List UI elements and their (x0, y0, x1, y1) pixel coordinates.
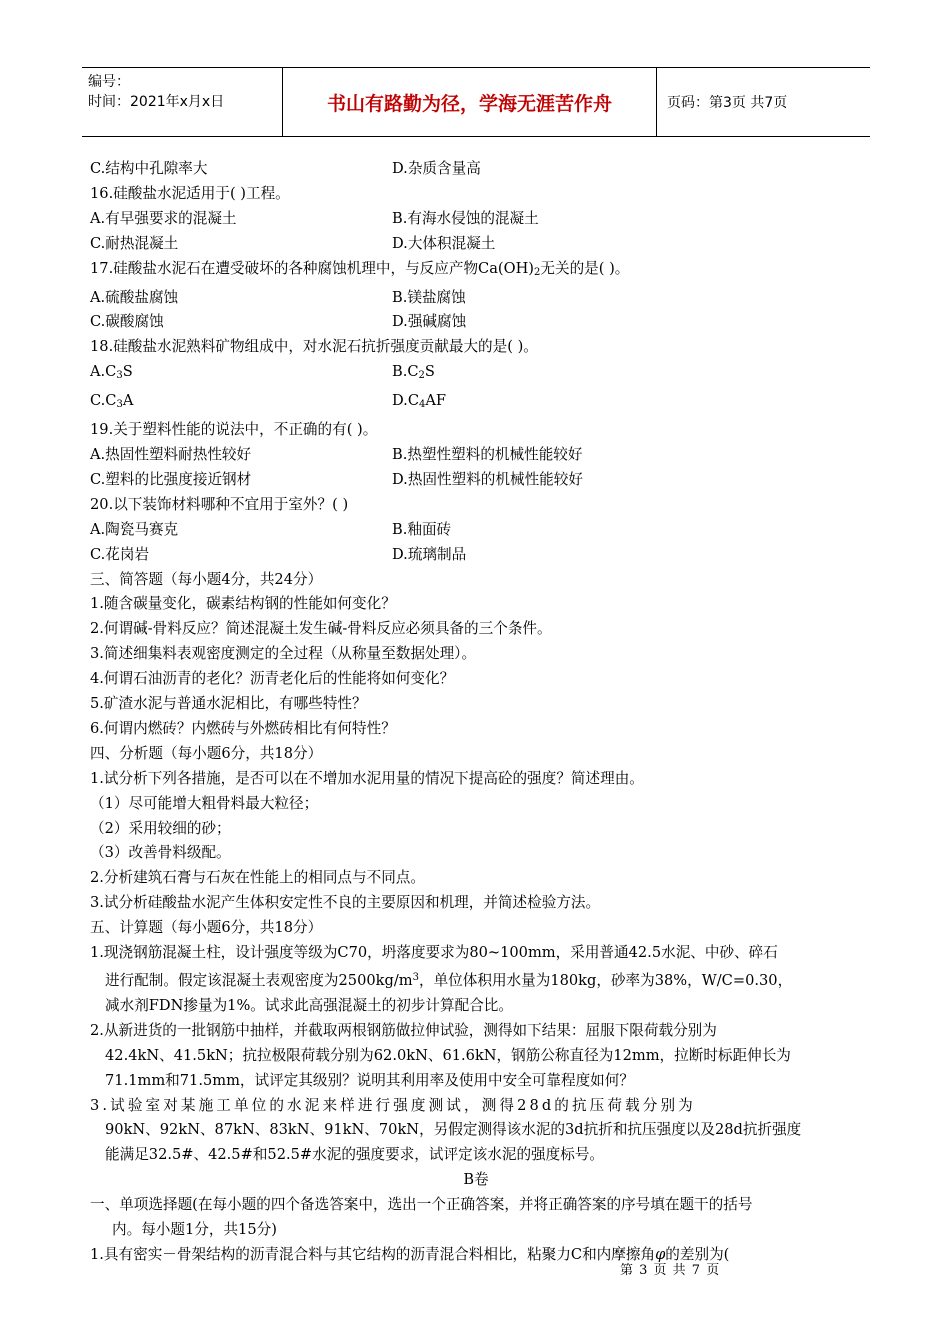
section4-item: 3.试分析硅酸盐水泥产生体积安定性不良的主要原因和机理，并简述检验方法。 (90, 894, 601, 912)
number-label: 编号： (88, 74, 130, 90)
q16-stem: 16.硅酸盐水泥适用于( )工程。 (90, 184, 290, 202)
q18-a-sub: 3 (116, 370, 123, 382)
section4-item: （2）采用较细的砂； (90, 819, 231, 837)
volume-b-title: B卷 (463, 1171, 489, 1189)
section5-title: 五、计算题（每小题6分，共18分） (90, 919, 323, 937)
q17-stem-text: 17.硅酸盐水泥石在遭受破坏的各种腐蚀机理中，与反应产物Ca(OH) (90, 259, 534, 277)
section3-item: 4.何谓石油沥青的老化？沥青老化后的性能将如何变化？ (90, 670, 455, 688)
q16-option-c: C.耐热混凝土 (90, 234, 179, 252)
calc-q1-line3: 减水剂FDN掺量为1%。试求此高强混凝土的初步计算配合比。 (105, 996, 514, 1014)
q20-option-b: B.釉面砖 (392, 520, 452, 538)
phi-symbol: φ (655, 1245, 666, 1263)
q19-options-cd (90, 468, 862, 493)
calc-q3-line1: 3.试验室对某施工单位的水泥来样进行强度测试，测得28d的抗压荷载分别为 (90, 1096, 696, 1114)
q19-option-b: B.热塑性塑料的机械性能较好 (392, 445, 583, 463)
q20-options-ab (90, 518, 862, 543)
section4-item: （3）改善骨料级配。 (90, 844, 231, 862)
page-footer: 第 3 页 共 7 页 (620, 1263, 721, 1278)
q19-options-ab (90, 443, 862, 468)
calc-q2-line1: 2.从新进货的一批钢筋中抽样，并截取两根钢筋做拉伸试验，测得如下结果：屈服下限荷载分别为 (90, 1021, 717, 1039)
q17-option-a: A.硫酸盐腐蚀 (90, 288, 179, 306)
calc-q2-line3: 71.1mm和71.5mm，试评定其级别？说明其利用率及使用中安全可靠程度如何？ (105, 1071, 634, 1089)
document-body (90, 157, 862, 1268)
q17-option-d: D.强碱腐蚀 (392, 313, 467, 331)
section4-item: 1.试分析下列各措施，是否可以在不增加水泥用量的情况下提高砼的强度？简述理由。 (90, 769, 644, 787)
q20-stem: 20.以下装饰材料哪种不宜用于室外？( ) (90, 495, 349, 513)
q19-option-a: A.热固性塑料耐热性较好 (90, 445, 252, 463)
q15-option-d: D.杂质含量高 (392, 160, 481, 177)
date-label: 时间：2021年x月x日 (88, 94, 225, 110)
q19-option-c: C.塑料的比强度接近钢材 (90, 470, 252, 488)
q17-option-b: B.镁盐腐蚀 (392, 288, 466, 306)
q19-option-d: D.热固性塑料的机械性能较好 (392, 470, 583, 488)
q15-options-cd (90, 157, 862, 182)
q17-stem (90, 257, 862, 286)
calc-q1-line2-text: 进行配制。假定该混凝土表观密度为2500kg/m (105, 972, 413, 989)
q18-options-cd (90, 389, 862, 418)
q18-c-tail: A (122, 392, 134, 410)
q19-stem: 19.关于塑料性能的说法中，不正确的有( )。 (90, 421, 378, 439)
q20-option-d: D.琉璃制品 (392, 545, 467, 563)
q18-options-ab (90, 360, 862, 389)
q17-stem-tail: 无关的是( )。 (540, 259, 630, 277)
section3-title: 三、简答题（每小题4分，共24分） (90, 570, 323, 588)
section3-item: 1.随含碳量变化，碳素结构钢的性能如何变化？ (90, 595, 396, 613)
q16-options-cd (90, 232, 862, 257)
q18-c-text: C.C (90, 392, 117, 410)
q20-option-c: C.花岗岩 (90, 545, 150, 563)
volume-b-section1-line2: 内。每小题1分，共15分) (112, 1221, 277, 1239)
q16-option-a: A.有早强要求的混凝土 (90, 209, 237, 227)
volume-b-q1-text: 1.具有密实－骨架结构的沥青混合料与其它结构的沥青混合料相比，粘聚力C和内摩擦角 (90, 1245, 656, 1263)
q18-option-d (392, 389, 446, 418)
header-meta (82, 68, 282, 136)
calc-q1-superscript: 3 (412, 972, 419, 983)
calc-q1-line2 (90, 966, 862, 994)
q18-stem: 18.硅酸盐水泥熟料矿物组成中，对水泥石抗折强度贡献最大的是( )。 (90, 338, 538, 356)
q18-d-sub: 4 (419, 399, 426, 411)
q18-c-sub: 3 (116, 399, 123, 411)
q18-option-a (90, 360, 392, 389)
q17-option-c: C.碳酸腐蚀 (90, 313, 164, 331)
section3-item: 3.简述细集料表观密度测定的全过程（从称量至数据处理）。 (90, 645, 477, 663)
header-page-label: 页码：第3页 共7页 (667, 95, 788, 111)
header-motto: 书山有路勤为径，学海无涯苦作舟 (282, 68, 657, 136)
q15-option-c: C.结构中孔隙率大 (90, 160, 208, 177)
q16-options-ab (90, 207, 862, 232)
calc-q2-line2: 42.4kN、41.5kN；抗拉极限荷载分别为62.0kN、61.6kN，钢筋公称直径为12mm，拉断时标距伸长为 (105, 1046, 791, 1064)
volume-b-q1-tail: 的差别为( (665, 1245, 730, 1263)
q18-d-tail: AF (425, 392, 447, 410)
calc-q3-line3: 能满足32.5#、42.5#和52.5#水泥的强度要求，试评定该水泥的强度标号。 (105, 1146, 605, 1164)
page-header (82, 67, 870, 137)
q18-a-text: A.C (90, 363, 117, 381)
q18-b-sub: 2 (418, 370, 425, 382)
calc-q1-line2-tail: ，单位体积用水量为180kg，砂率为38%，W/C=0.30， (418, 972, 793, 989)
calc-q1-line1: 1.现浇钢筋混凝土柱，设计强度等级为C70，坍落度要求为80~100mm，采用普通42.5水泥、中砂、碎石 (90, 944, 778, 962)
q20-option-a: A.陶瓷马赛克 (90, 520, 179, 538)
q18-a-tail: S (122, 363, 133, 381)
q18-b-text: B.C (392, 363, 419, 381)
q16-option-d: D.大体积混凝土 (392, 234, 496, 252)
q18-option-c (90, 389, 392, 418)
section4-item: 2.分析建筑石膏与石灰在性能上的相同点与不同点。 (90, 869, 425, 887)
q18-b-tail: S (424, 363, 435, 381)
volume-b-section1-line1: 一、单项选择题(在每小题的四个备选答案中，选出一个正确答案，并将正确答案的序号填在题干的括号 (90, 1196, 753, 1214)
section3-item: 5.矿渣水泥与普通水泥相比，有哪些特性？ (90, 695, 367, 713)
calc-q3-line2: 90kN、92kN、87kN、83kN、91kN、70kN，另假定测得该水泥的3d抗折和抗压强度以及28d抗折强度 (105, 1121, 802, 1139)
q17-subscript: 2 (534, 266, 541, 278)
q18-d-text: D.C (392, 392, 419, 410)
section3-item: 2.何谓碱-骨料反应？简述混凝土发生碱-骨料反应必须具备的三个条件。 (90, 620, 552, 638)
q17-options-ab (90, 286, 862, 311)
q17-options-cd (90, 310, 862, 335)
volume-b-q1 (90, 1243, 862, 1268)
section3-item: 6.何谓内燃砖？内燃砖与外燃砖相比有何特性？ (90, 719, 396, 737)
q18-option-b (392, 360, 435, 389)
section4-title: 四、分析题（每小题6分，共18分） (90, 744, 323, 762)
q16-option-b: B.有海水侵蚀的混凝土 (392, 209, 539, 227)
q20-options-cd (90, 543, 862, 568)
section4-item: （1）尽可能增大粗骨料最大粒径； (90, 794, 319, 812)
